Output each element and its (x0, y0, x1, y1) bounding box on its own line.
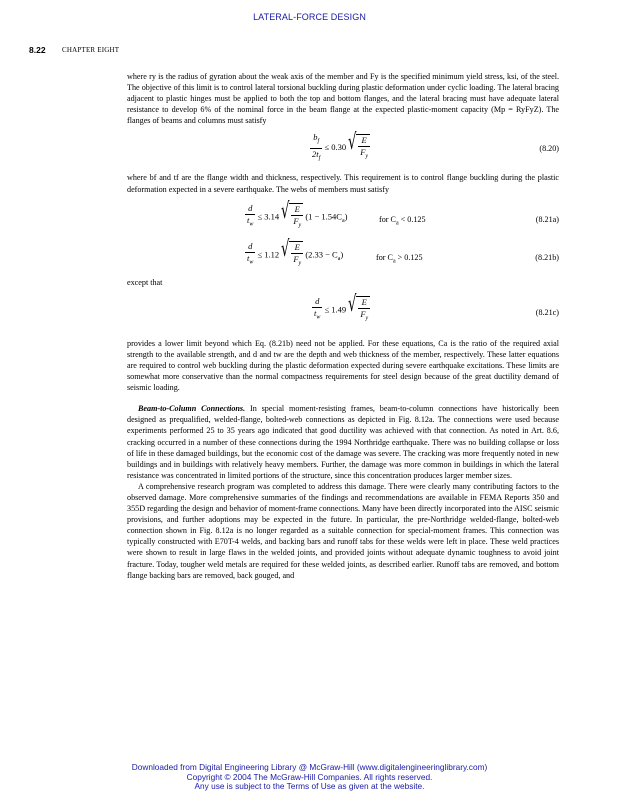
paragraph-4: provides a lower limit beyond which Eq. (8.21b) need not be applied. For these equations, Ca is the ratio of the required axial strength to the available strength, and d and tw are the depth and web thickness of the member, respectively. These latter equations are required to control web buckling during the plastic deformation expected during severe earthquake excitations. These limits are somewhat more conservative than the normal compactness requirements for steel design because of the great ductility demand of seismic loading. (127, 338, 559, 393)
paragraph-5 (127, 403, 559, 481)
page-body (127, 71, 559, 581)
equation-8-21c-coef: ≤ 1.49 (324, 304, 347, 315)
paragraph-1: where ry is the radius of gyration about the weak axis of the member and Fy is the specified minimum yield stress, ksi, of the steel. The objective of this limit is to control lateral torsional buckling during plastic deformation under cyclic loading. The lateral bracing adjacent to plastic hinges must be applied to both the top and bottom flanges, and the lateral bracing must have adequate lateral resistance to develop 6% of the nominal force in the beam flange at the expected plastic-moment capacity (Mp = RyFyZ). The flanges of beams and columns must satisfy (127, 72, 559, 126)
equation-8-21a-coef: ≤ 3.14 (257, 211, 280, 222)
equation-8-21a-math: $\frac{d}{t_w}$ ≤ 3.14 √ $\frac{E}{F_y}$ $(1 - 1.54C_a)$ (245, 203, 348, 232)
equation-8-21c (127, 291, 559, 330)
footer-copyright: Copyright © 2004 The McGraw-Hill Companies. All rights reserved. (186, 771, 433, 782)
equation-8-21b-number: (8.21b) (535, 252, 559, 262)
equation-8-21b (127, 236, 559, 275)
equation-8-21c-number: (8.21c) (535, 307, 559, 317)
page-number: 8.22 (29, 45, 46, 55)
equation-8-20-coef: ≤ 0.30 (324, 142, 347, 153)
section-heading: Beam-to-Column Connections. (138, 404, 246, 414)
paragraph-5-text: In special moment-resisting frames, beam-to-column connections have historically been designed as prequalified, welded-flange, bolted-web connections as depicted in Fig. 8.12a. The connections were used because experiments performed 25 to 35 years ago indicated that good ductility was achieved with that connection. As noted in Art. 8.6, cracking occurred in a number of these connections during the 1994 Northridge earthquake. There was no building collapse or loss of life in these damaged buildings, but the economic cost of the damage was severe. The cracking was more frequently noted in new buildings and in buildings with relatively heavy members. Further, the damage was more common in buildings in which the lateral resistance was concentrated in limited portions of the structure, since this concentration produces larger member sizes. (127, 404, 559, 480)
equation-8-21b-math: $\frac{d}{t_w}$ ≤ 1.12 √ $\frac{E}{F_y}$ $(2.33 - C_a)$ (245, 241, 343, 270)
equation-8-21a-factor: (1 − 1.54C (305, 211, 342, 222)
equation-8-21b-coef: ≤ 1.12 (257, 249, 280, 260)
paragraph-2: where bf and tf are the flange width and thickness, respectively. This requirement is to control flange buckling during the plastic deformation expected in a severe earthquake. The webs of members must satisfy (127, 173, 559, 194)
equation-8-21a-number: (8.21a) (535, 214, 559, 224)
equation-8-20-math: $\frac{b_f}{2t_f}$ ≤ 0.30 √ $\frac{E}{F_y}$ (312, 130, 369, 162)
paragraph-3: except that (127, 277, 163, 287)
equation-8-21a-condition: for $C_a < 0.125$ (379, 214, 426, 227)
equation-8-21b-factor: (2.33 − C (305, 249, 338, 260)
paragraph-6: A comprehensive research program was completed to address this damage. There were clearly many contributing factors to the observed damage. More comprehensive summaries of the findings and recommendations are available in FEMA Reports 350 and 355D regarding the design and behavior of moment-frame connections. Many have been directly incorporated into the AISC seismic provisions, and further adoptions may be expected in the future. In particular, the pre-Northridge welded-flange, bolted-web connection shown in Fig. 8.12a is no longer regarded as a suitable connection for special-moment frames. This connection was typically constructed with E70T-4 welds, and backing bars and runoff tabs for these welds were left in place. These weld practices were shown to result in large flaws in the welded joints, and provided joints without adequate dynamic toughness to avoid joint fracture. Today, tougher weld metals are required for these welded joints, as described earlier. Runoff tabs are removed, and bottom flange backing bars are removed, back gouged, and (127, 481, 559, 580)
equation-8-20 (127, 130, 559, 166)
equation-8-21a (127, 198, 559, 237)
running-header: LATERAL-FORCE DESIGN (253, 12, 366, 22)
equation-8-21b-condition: for $C_a > 0.125$ (376, 252, 423, 265)
chapter-label: CHAPTER EIGHT (62, 46, 120, 54)
equation-8-21c-math: $\frac{d}{t_w}$ ≤ 1.49 √ $\frac{E}{F_y}$ (312, 296, 370, 325)
equation-8-20-number: (8.20) (539, 144, 559, 154)
footer-download-link[interactable]: Downloaded from Digital Engineering Library @ McGraw-Hill (www.digitalengineeringlibrary.com) (131, 762, 488, 772)
footer-terms: Any use is subject to the Terms of Use as given at the website. (194, 781, 425, 792)
footer (0, 763, 619, 792)
